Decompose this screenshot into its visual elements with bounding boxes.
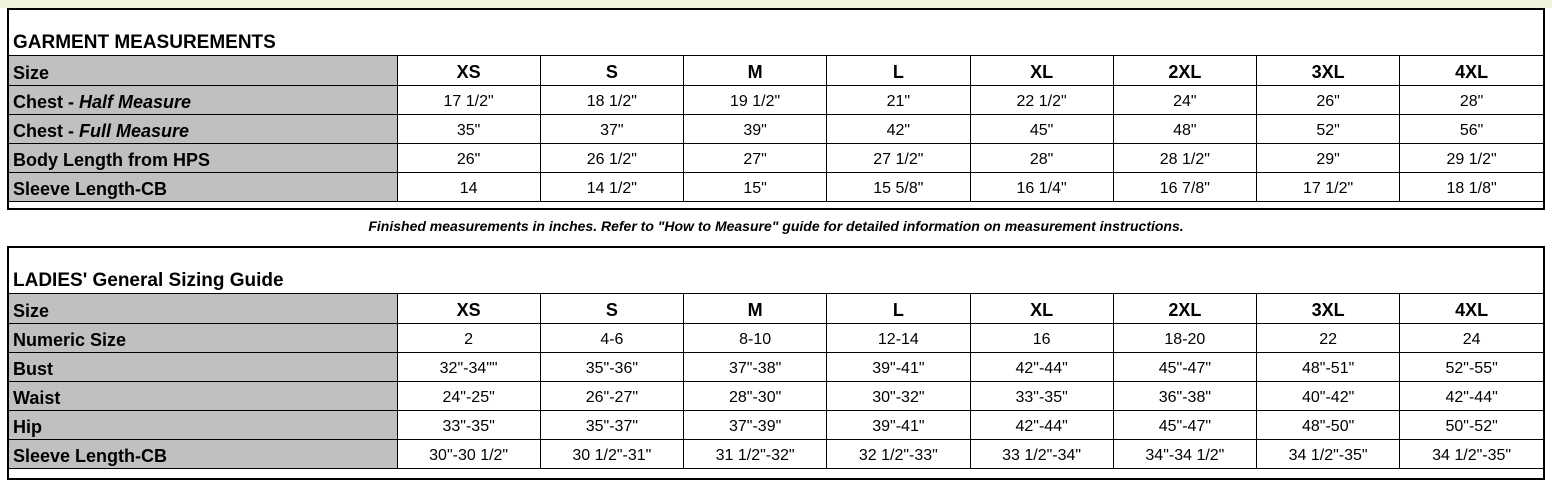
table-cell: 29 1/2" — [1400, 143, 1543, 172]
table-cell: 34 1/2"-35" — [1257, 439, 1400, 468]
table-cell: 45"-47" — [1113, 352, 1256, 381]
table-cell: 15" — [684, 172, 827, 201]
table-cell: 22 — [1257, 323, 1400, 352]
table-cell: 48"-51" — [1257, 352, 1400, 381]
ladies-title-main: LADIES — [13, 270, 83, 291]
table-row — [9, 381, 1543, 410]
table-cell: 2 — [397, 323, 540, 352]
measurement-note: Finished measurements in inches. Refer to "How to Measure" guide for detailed information on measurement instructions. — [368, 218, 1184, 234]
table-cell: 24" — [1113, 85, 1256, 114]
garment-size-header: M — [684, 56, 827, 85]
table-cell: 30"-32" — [827, 381, 970, 410]
table-cell: 33"-35" — [970, 381, 1113, 410]
table-cell: 14 1/2" — [540, 172, 683, 201]
table-row — [9, 352, 1543, 381]
ladies-table-title — [9, 248, 1543, 294]
table-cell: 14 — [397, 172, 540, 201]
garment-size-header-row — [9, 56, 1543, 85]
table-cell: 16 1/4" — [970, 172, 1113, 201]
row-label-numeric-size: Numeric Size — [9, 323, 397, 352]
ladies-size-header: 2XL — [1113, 294, 1256, 323]
garment-size-header-label: Size — [9, 56, 397, 85]
row-label-chest-full — [9, 114, 397, 143]
table-row — [9, 323, 1543, 352]
row-label-body-length: Body Length from HPS — [9, 143, 397, 172]
ladies-size-header: 4XL — [1400, 294, 1543, 323]
garment-size-header: 2XL — [1113, 56, 1256, 85]
table-cell: 37"-38" — [684, 352, 827, 381]
ladies-size-header: S — [540, 294, 683, 323]
table-cell: 48" — [1113, 114, 1256, 143]
row-label-bust: Bust — [9, 352, 397, 381]
garment-size-header: 3XL — [1257, 56, 1400, 85]
table-cell: 17 1/2" — [397, 85, 540, 114]
garment-grid — [9, 56, 1543, 202]
table-cell: 35"-36" — [540, 352, 683, 381]
table-cell: 15 5/8" — [827, 172, 970, 201]
table-cell: 33 1/2"-34" — [970, 439, 1113, 468]
garment-size-header: XL — [970, 56, 1113, 85]
table-cell: 16 — [970, 323, 1113, 352]
table-cell: 45"-47" — [1113, 410, 1256, 439]
row-label-text: Chest - — [13, 91, 80, 112]
row-label-ladies-sleeve-length: Sleeve Length-CB — [9, 439, 397, 468]
table-cell: 28" — [1400, 85, 1543, 114]
row-label-chest-half — [9, 85, 397, 114]
table-cell: 28" — [970, 143, 1113, 172]
row-label-text: Chest - — [13, 120, 80, 141]
table-cell: 4-6 — [540, 323, 683, 352]
table-cell: 24"-25" — [397, 381, 540, 410]
table-cell: 28 1/2" — [1113, 143, 1256, 172]
table-cell: 18 1/2" — [540, 85, 683, 114]
table-cell: 27 1/2" — [827, 143, 970, 172]
table-cell: 45" — [970, 114, 1113, 143]
garment-measurements-table — [7, 8, 1545, 210]
table-cell: 18-20 — [1113, 323, 1256, 352]
table-cell: 42"-44" — [970, 410, 1113, 439]
table-cell: 17 1/2" — [1257, 172, 1400, 201]
table-cell: 36"-38" — [1113, 381, 1256, 410]
garment-table-title: GARMENT MEASUREMENTS — [9, 10, 1543, 56]
table-cell: 18 1/8" — [1400, 172, 1543, 201]
ladies-size-header: XL — [970, 294, 1113, 323]
table-cell: 37"-39" — [684, 410, 827, 439]
table-cell: 34 1/2"-35" — [1400, 439, 1543, 468]
table-cell: 52" — [1257, 114, 1400, 143]
ladies-title-rest: ' General Sizing Guide — [82, 270, 284, 291]
table-cell: 39" — [684, 114, 827, 143]
row-label-emphasis: Half Measure — [79, 91, 192, 112]
table-cell: 33"-35" — [397, 410, 540, 439]
table-cell: 39"-41" — [827, 352, 970, 381]
ladies-size-header: L — [827, 294, 970, 323]
table-cell: 28"-30" — [684, 381, 827, 410]
ladies-size-header: M — [684, 294, 827, 323]
table-cell: 31 1/2"-32" — [684, 439, 827, 468]
table-cell: 16 7/8" — [1113, 172, 1256, 201]
table-cell: 26" — [1257, 85, 1400, 114]
table-cell: 29" — [1257, 143, 1400, 172]
table-cell: 52"-55" — [1400, 352, 1543, 381]
table-cell: 39"-41" — [827, 410, 970, 439]
table-cell: 8-10 — [684, 323, 827, 352]
table-cell: 22 1/2" — [970, 85, 1113, 114]
garment-size-header: 4XL — [1400, 56, 1543, 85]
table-cell: 27" — [684, 143, 827, 172]
table-cell: 48"-50" — [1257, 410, 1400, 439]
ladies-size-header-row — [9, 294, 1543, 323]
table-cell: 42" — [827, 114, 970, 143]
table-cell: 56" — [1400, 114, 1543, 143]
table-cell: 26" — [397, 143, 540, 172]
table-row — [9, 172, 1543, 201]
ladies-size-header-label: Size — [9, 294, 397, 323]
table-cell: 35"-37" — [540, 410, 683, 439]
table-cell: 34"-34 1/2" — [1113, 439, 1256, 468]
garment-size-header: L — [827, 56, 970, 85]
table-cell: 30"-30 1/2" — [397, 439, 540, 468]
garment-size-header: XS — [397, 56, 540, 85]
garment-size-header: S — [540, 56, 683, 85]
table-cell: 42"-44" — [970, 352, 1113, 381]
table-cell: 24 — [1400, 323, 1543, 352]
table-cell: 30 1/2"-31" — [540, 439, 683, 468]
ladies-sizing-guide-table — [7, 246, 1545, 480]
ladies-grid — [9, 294, 1543, 469]
table-cell: 32 1/2"-33" — [827, 439, 970, 468]
top-band — [0, 0, 1552, 8]
ladies-size-header: 3XL — [1257, 294, 1400, 323]
row-label-sleeve-length: Sleeve Length-CB — [9, 172, 397, 201]
table-row — [9, 114, 1543, 143]
row-label-emphasis: Full Measure — [79, 120, 190, 141]
table-cell: 50"-52" — [1400, 410, 1543, 439]
table-cell: 19 1/2" — [684, 85, 827, 114]
table-cell: 40"-42" — [1257, 381, 1400, 410]
table-cell: 35" — [397, 114, 540, 143]
ladies-size-header: XS — [397, 294, 540, 323]
row-label-hip: Hip — [9, 410, 397, 439]
table-row — [9, 143, 1543, 172]
table-cell: 26 1/2" — [540, 143, 683, 172]
row-label-waist: Waist — [9, 381, 397, 410]
table-cell: 32"-34"" — [397, 352, 540, 381]
table-cell: 37" — [540, 114, 683, 143]
table-cell: 12-14 — [827, 323, 970, 352]
table-cell: 21" — [827, 85, 970, 114]
table-row — [9, 439, 1543, 468]
table-row — [9, 85, 1543, 114]
table-cell: 26"-27" — [540, 381, 683, 410]
table-row — [9, 410, 1543, 439]
table-cell: 42"-44" — [1400, 381, 1543, 410]
